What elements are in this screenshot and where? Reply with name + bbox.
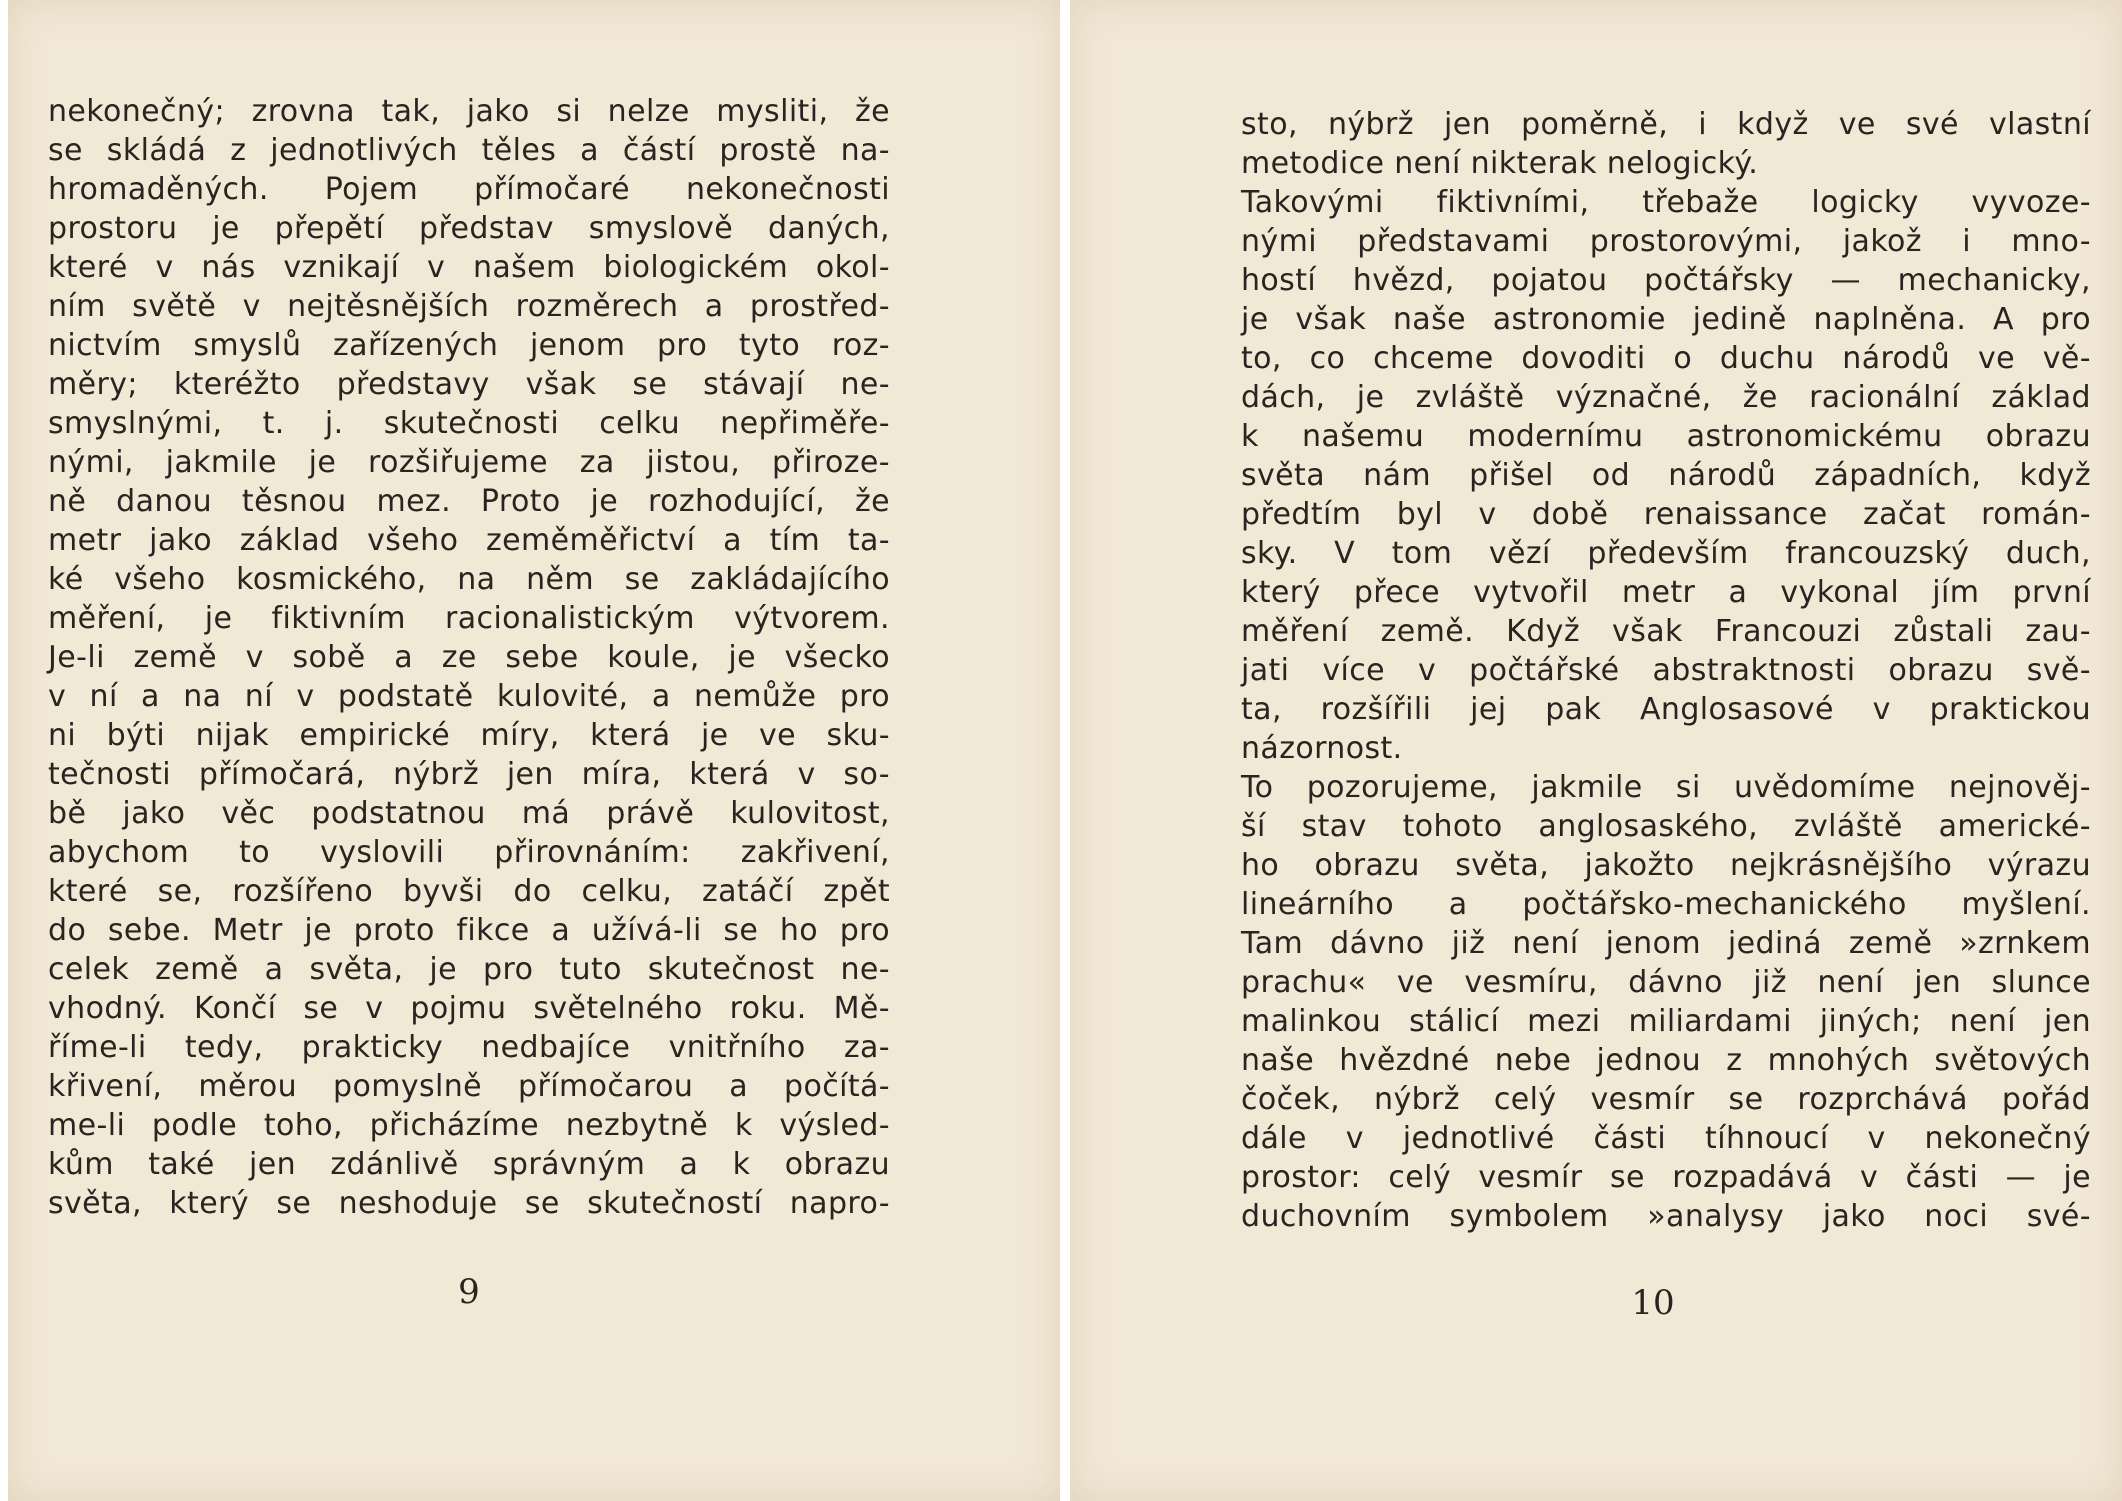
- text-line: lineárního a počtářsko-mechanického myšlení.: [1241, 887, 2091, 922]
- text-line: to, co chceme dovoditi o duchu národů ve vě-: [1241, 341, 2091, 376]
- text-line: měření, je fiktivním racionalistickým výtvorem.: [48, 601, 890, 636]
- text-line: ta, rozšířili jej pak Anglosasové v praktickou: [1241, 692, 2091, 727]
- text-line: nekonečný; zrovna tak, jako si nelze mysliti, že: [48, 94, 890, 129]
- text-line: které se, rozšířeno byvši do celku, zatáčí zpět: [48, 874, 890, 909]
- left-page-text: [48, 92, 890, 1223]
- text-line: ho obrazu světa, jakožto nejkrásnějšího výrazu: [1241, 848, 2091, 883]
- text-line: dále v jednotlivé části tíhnoucí v nekonečný: [1241, 1121, 2091, 1156]
- text-line: dách, je zvláště význačné, že racionální základ: [1241, 380, 2091, 415]
- right-page: [1070, 0, 2122, 1501]
- right-page-text: [1241, 105, 2091, 1236]
- text-line: bě jako věc podstatnou má právě kulovitost,: [48, 796, 890, 831]
- text-line: metr jako základ všeho zeměměřictví a tím ta-: [48, 523, 890, 558]
- text-line: světa, který se neshoduje se skutečností napro-: [48, 1186, 890, 1221]
- text-line: hromaděných. Pojem přímočaré nekonečnosti: [48, 172, 890, 207]
- text-line: Je-li země v sobě a ze sebe koule, je všecko: [48, 640, 890, 675]
- text-line: celek země a světa, je pro tuto skutečnost ne-: [48, 952, 890, 987]
- text-line: naše hvězdné nebe jednou z mnohých světových: [1241, 1043, 2091, 1078]
- text-line: měry; kteréžto představy však se stávají ne-: [48, 367, 890, 402]
- text-line: prostor: celý vesmír se rozpadává v části — je: [1241, 1160, 2091, 1195]
- text-line: v ní a na ní v podstatě kulovité, a nemůže pro: [48, 679, 890, 714]
- text-line: jati více v počtářské abstraktnosti obrazu svě-: [1241, 653, 2091, 688]
- text-line: sky. V tom vězí především francouzský duch,: [1241, 536, 2091, 571]
- text-line: duchovním symbolem »analysy jako noci své-: [1241, 1199, 2091, 1234]
- text-line: me-li podle toho, přicházíme nezbytně k výsled-: [48, 1108, 890, 1143]
- page-number: 10: [1631, 1283, 1675, 1323]
- text-line: se skládá z jednotlivých těles a částí prostě na-: [48, 133, 890, 168]
- text-line: je však naše astronomie jedině naplněna. A pro: [1241, 302, 2091, 337]
- text-line: ně danou těsnou mez. Proto je rozhodující, že: [48, 484, 890, 519]
- gutter-divider: [1060, 0, 1070, 1501]
- text-line: předtím byl v době renaissance začat román-: [1241, 497, 2091, 532]
- text-line: které v nás vznikají v našem biologickém okol-: [48, 250, 890, 285]
- text-line: Tam dávno již není jenom jediná země »zrnkem: [1241, 926, 2091, 961]
- text-line: metodice není nikterak nelogický.: [1241, 146, 1759, 181]
- text-line: prostoru je přepětí představ smyslově daných,: [48, 211, 890, 246]
- text-line: ním světě v nejtěsnějších rozměrech a prostřed-: [48, 289, 890, 324]
- text-line: prachu« ve vesmíru, dávno již není jen slunce: [1241, 965, 2091, 1000]
- text-line: nými, jakmile je rozšiřujeme za jistou, přiroze-: [48, 445, 890, 480]
- text-line: nými představami prostorovými, jakož i mno-: [1241, 224, 2091, 259]
- text-line: který přece vytvořil metr a vykonal jím první: [1241, 575, 2091, 610]
- text-line: To pozorujeme, jakmile si uvědomíme nejnověj-: [1241, 770, 2091, 805]
- text-line: malinkou stálicí mezi miliardami jiných; není jen: [1241, 1004, 2091, 1039]
- text-line: hostí hvězd, pojatou počtářsky — mechanicky,: [1241, 263, 2091, 298]
- text-line: do sebe. Metr je proto fikce a užívá-li se ho pro: [48, 913, 890, 948]
- text-line: ni býti nijak empirické míry, která je ve sku-: [48, 718, 890, 753]
- text-line: ší stav tohoto anglosaského, zvláště americké-: [1241, 809, 2091, 844]
- text-line: k našemu modernímu astronomickému obrazu: [1241, 419, 2091, 454]
- text-line: Takovými fiktivními, třebaže logicky vyvoze-: [1241, 185, 2091, 220]
- text-line: kům také jen zdánlivě správným a k obrazu: [48, 1147, 890, 1182]
- left-page: [8, 0, 1060, 1501]
- text-line: říme-li tedy, prakticky nedbajíce vnitřního za-: [48, 1030, 890, 1065]
- text-line: názornost.: [1241, 731, 1403, 766]
- text-line: světa nám přišel od národů západních, když: [1241, 458, 2091, 493]
- text-line: vhodný. Končí se v pojmu světelného roku. Mě-: [48, 991, 890, 1026]
- text-line: smyslnými, t. j. skutečnosti celku nepřiměře-: [48, 406, 890, 441]
- text-line: měření země. Když však Francouzi zůstali zau-: [1241, 614, 2091, 649]
- text-line: křivení, měrou pomyslně přímočarou a počítá-: [48, 1069, 890, 1104]
- text-line: čoček, nýbrž celý vesmír se rozprchává pořád: [1241, 1082, 2091, 1117]
- page-number: 9: [458, 1272, 480, 1312]
- text-line: tečnosti přímočará, nýbrž jen míra, která v so-: [48, 757, 890, 792]
- text-line: sto, nýbrž jen poměrně, i když ve své vlastní: [1241, 107, 2091, 142]
- text-line: ké všeho kosmického, na něm se zakládajícího: [48, 562, 890, 597]
- text-line: nictvím smyslů zařízených jenom pro tyto roz-: [48, 328, 890, 363]
- text-line: abychom to vyslovili přirovnáním: zakřivení,: [48, 835, 890, 870]
